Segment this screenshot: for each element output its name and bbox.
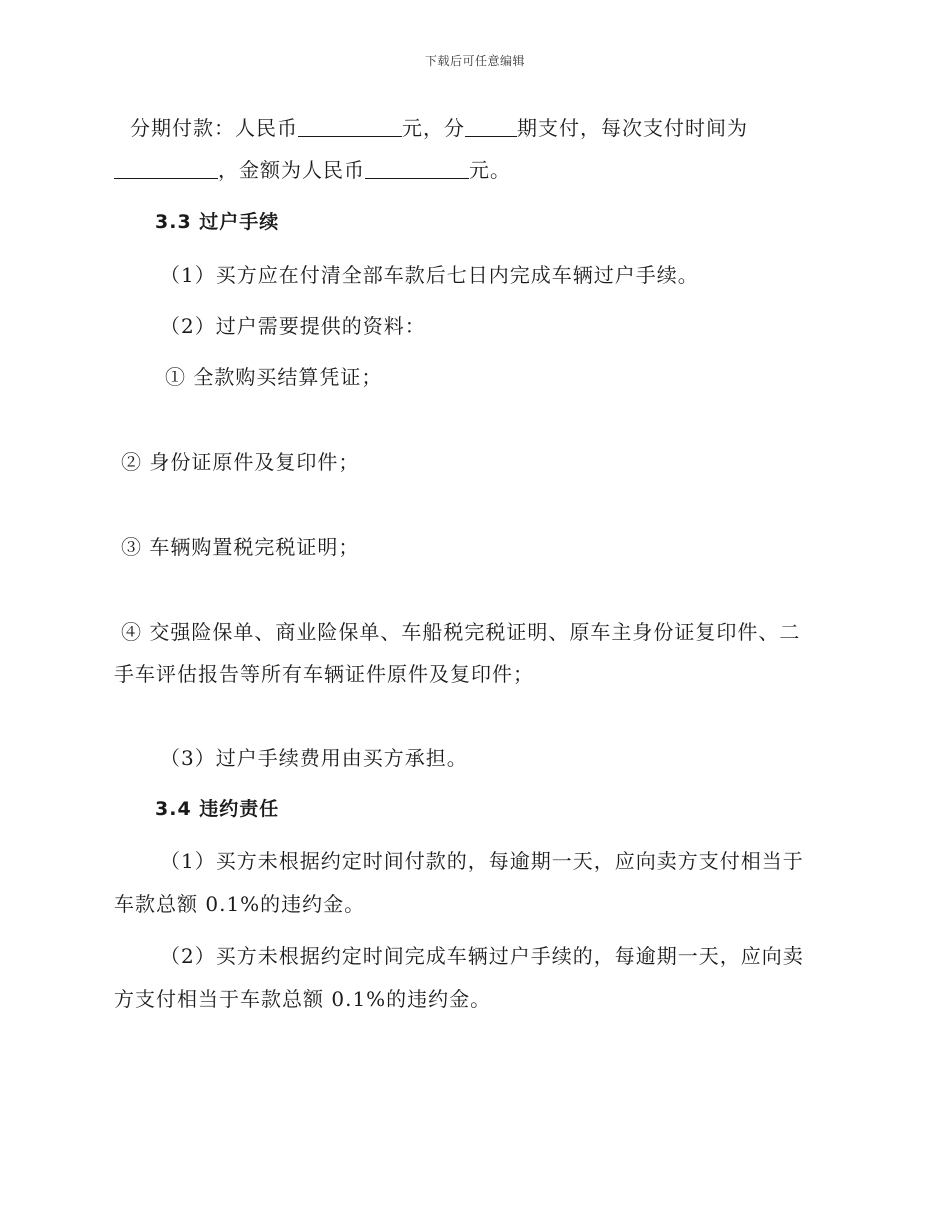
installment-text-4: ，金额为人民币 [218, 158, 365, 182]
page-header: 下载后可任意编辑 [424, 54, 525, 68]
installment-text-5: 元。 [469, 158, 511, 182]
section-3-3-item-2: （2）过户需要提供的资料： [160, 314, 426, 338]
section-3-4-item-2-line-2: 方支付相当于车款总额 0.1%的违约金。 [114, 987, 492, 1011]
required-doc-1: ① 全款购买结算凭证； [165, 365, 383, 389]
section-3-4-item-1-line-2: 车款总额 0.1%的违约金。 [114, 892, 366, 916]
required-doc-3: ③ 车辆购置税完税证明； [121, 535, 360, 559]
required-doc-2: ② 身份证原件及复印件； [121, 450, 360, 474]
payment-time-blank[interactable] [114, 158, 218, 179]
section-3-4-title: 3.4 违约责任 [155, 798, 280, 820]
section-3-4-item-2-line-1: （2）买方未根据约定时间完成车辆过户手续的，每逾期一天，应向卖 [160, 944, 804, 968]
installment-amount-blank[interactable] [365, 158, 469, 179]
period-count-blank[interactable] [465, 116, 517, 137]
installment-line-1 [130, 114, 748, 142]
installment-text-3: 期支付，每次支付时间为 [517, 116, 748, 140]
installment-text-1: 分期付款：人民币 [130, 116, 298, 140]
installment-text-2: 元，分 [402, 116, 465, 140]
section-3-3-item-1: （1）买方应在付清全部车款后七日内完成车辆过户手续。 [160, 263, 699, 287]
required-doc-4-line-2: 手车评估报告等所有车辆证件原件及复印件； [114, 662, 534, 686]
amount-blank[interactable] [298, 116, 402, 137]
installment-line-2 [114, 156, 511, 184]
section-3-3-item-3: （3）过户手续费用由买方承担。 [160, 746, 468, 770]
required-doc-4-line-1: ④ 交强险保单、商业险保单、车船税完税证明、原车主身份证复印件、二 [121, 620, 801, 644]
section-3-4-item-1-line-1: （1）买方未根据约定时间付款的，每逾期一天，应向卖方支付相当于 [160, 849, 804, 873]
section-3-3-title: 3.3 过户手续 [155, 211, 280, 233]
